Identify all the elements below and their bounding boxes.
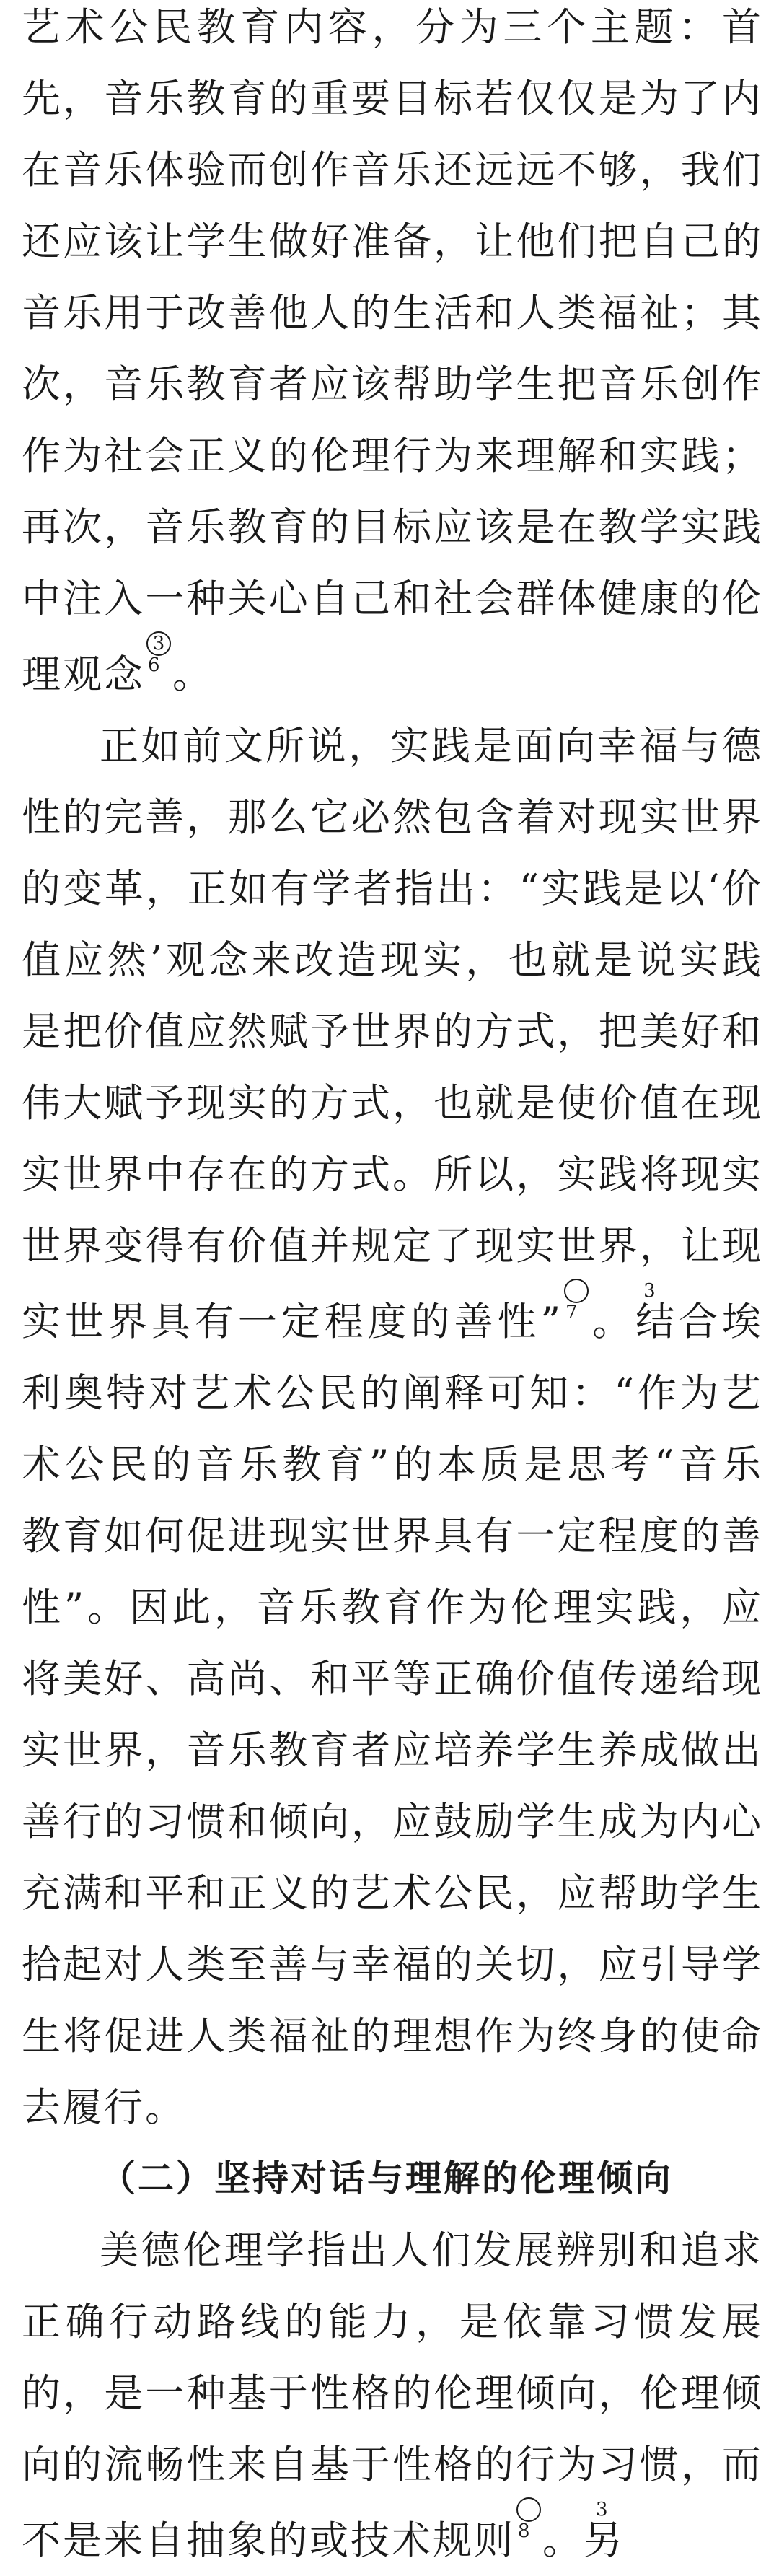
footnote-ref-38[interactable]: 38 [518,2499,608,2542]
paragraph-virtue-ethics [22,2214,763,2576]
paragraph-continued [22,0,763,710]
paragraph-text: 艺术公民教育内容，分为三个主题：首先，音乐教育的重要目标若仅仅是为了内在音乐体验而创作音乐还远远不够，我们还应该让学生做好准备，让他们把自己的音乐用于改善他人的生活和人类福祉；其次，音乐教育者应该帮助学生把音乐创作作为社会正义的伦理行为来理解和实践；再次，音乐教育的目标应该是在教学实践中注入一种关心自己和社会群体健康的伦理观念 [22,4,763,697]
paragraph-practice [22,710,763,2143]
footnote-ref-36[interactable]: 36 [146,631,171,656]
footnote-ref-37[interactable]: 37 [565,1280,656,1323]
paragraph-text-end: 。 [172,652,214,697]
section-heading: （二）坚持对话与理解的伦理倾向 [100,2157,673,2199]
paragraph-text: 正如前文所说，实践是面向幸福与德性的完善，那么它必然包含着对现实世界的变革，正如有学者指出：“实践是以‘价值应然’观念来改造现实，也就是说实践是把价值应然赋予世界的方式，把美好和伟大赋予现实的方式，也就是使价值在现实世界中存在的方式。所以，实践将现实世界变得有价值并规定了现实世界，让现实世界具有一定程度的善性” [22,723,763,1344]
paragraph-text-end: 。结合埃利奥特对艺术公民的阐释可知：“作为艺术公民的音乐教育”的本质是思考“音乐教育如何促进现实世界具有一定程度的善性”。因此，音乐教育作为伦理实践，应将美好、高尚、和平等正确价值传递给现实世界，音乐教育者应培养学生养成做出善行的习惯和倾向，应鼓励学生成为内心充满和平和正义的艺术公民，应帮助学生拾起对人类至善与幸福的关切，应引导学生将促进人类福祉的理想作为终身的使命去履行。 [22,1299,764,2130]
paragraph-text: 美德伦理学指出人们发展辨别和追求正确行动路线的能力，是依靠习惯发展的，是一种基于性格的伦理倾向，伦理倾向的流畅性来自基于性格的行为习惯，而不是来自抽象的或技术规则 [22,2227,763,2563]
paragraph-text-end: 。另 [542,2518,625,2563]
